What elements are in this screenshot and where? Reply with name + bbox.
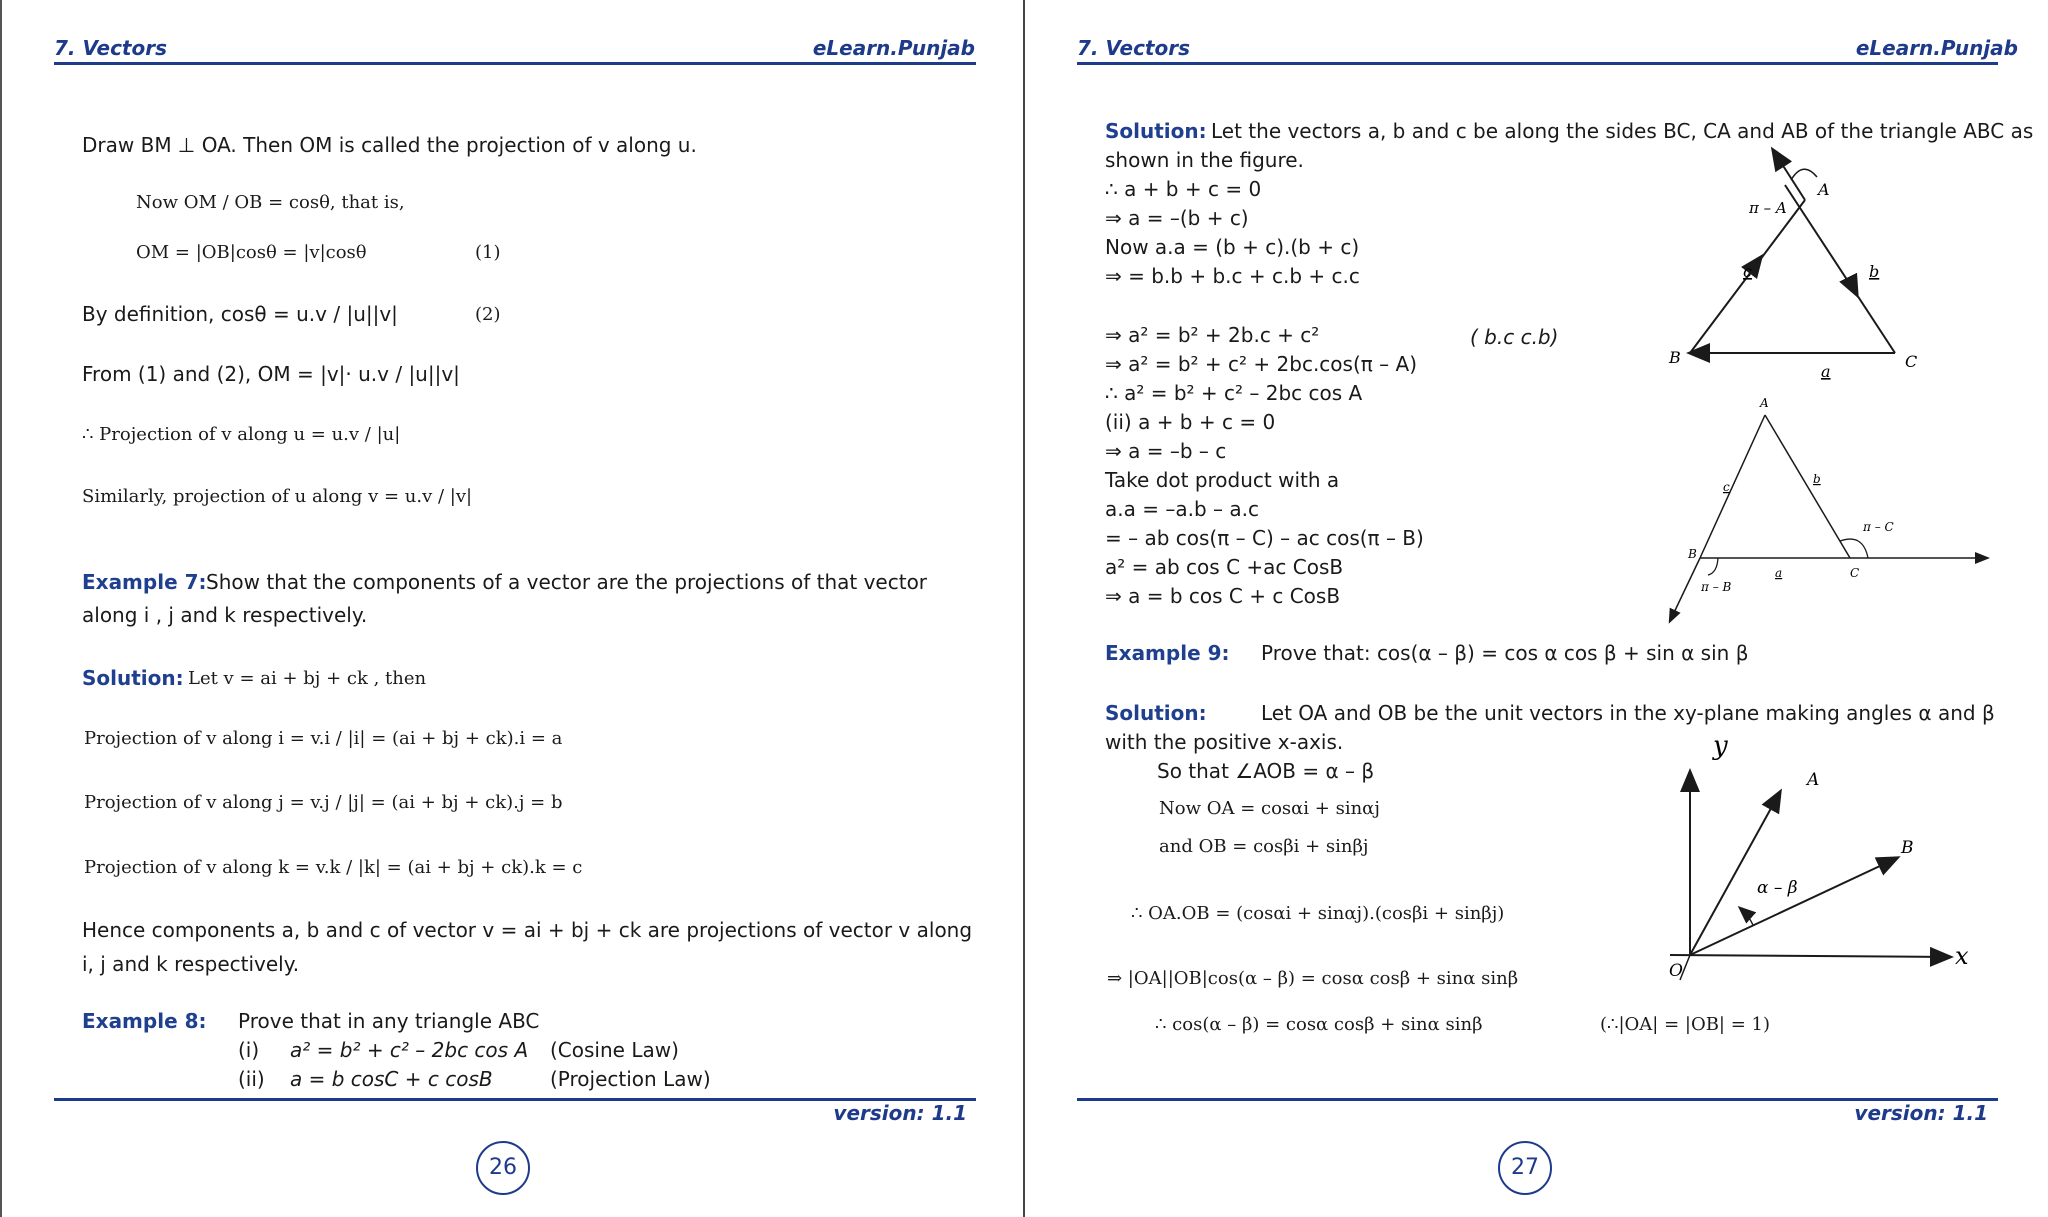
now-oa-line: Now OA = cosαi + sinαj [1159, 798, 1380, 819]
projection-v-along-u: ∴ Projection of v along u = u.v / |u| [82, 424, 401, 445]
derivation-line-8: (ii) a + b + c = 0 [1105, 410, 1276, 434]
fig3-label-O: O [1669, 961, 1683, 981]
fig3-label-y: y [1713, 740, 1728, 761]
fig2-label-b: b [1813, 472, 1821, 486]
example-8-text: Prove that in any triangle ABC [238, 1009, 540, 1033]
projection-u-along-v: Similarly, projection of u along v = u.v / |v| [82, 486, 473, 507]
derivation-line-12: = – ab cos(π – C) – ac cos(π – B) [1105, 526, 1424, 550]
example-7-label: Example 7: [82, 570, 207, 594]
fig1-label-B: B [1669, 348, 1681, 367]
solution-8-text-1: Let the vectors a, b and c be along the sides BC, CA and AB of the triangle ABC as [1211, 119, 2034, 143]
derivation-line-11: a.a = –a.b – a.c [1105, 497, 1259, 521]
unit-vectors-figure [1645, 740, 1985, 985]
fig1-label-a: a [1821, 362, 1831, 381]
solution-7-label: Solution: [82, 666, 184, 690]
by-definition-line: By definition, cosθ = u.v / |u||v| [82, 302, 398, 326]
fig1-label-b: b [1869, 262, 1880, 281]
eq2-label: (2) [475, 304, 501, 325]
fig2-label-A: A [1760, 396, 1769, 410]
fig2-angle-arc-B [1708, 558, 1718, 575]
angle-arc [1740, 908, 1753, 925]
left-footer-version: version: 1.1 [833, 1101, 967, 1125]
fig2-label-c: c [1723, 480, 1730, 494]
derivation-line-13: a² = ab cos C +ac CosB [1105, 555, 1344, 579]
derivation-line-3: Now a.a = (b + c).(b + c) [1105, 235, 1360, 259]
om-line: OM = |OB|cosθ = |v|cosθ [136, 242, 367, 263]
fig1-label-c: c [1743, 262, 1752, 281]
example-8-i-eq: a² = b² + c² – 2bc cos A [290, 1038, 529, 1062]
example-8-ii-law: (Projection Law) [550, 1067, 711, 1091]
example-8-label: Example 8: [82, 1009, 207, 1033]
triangle-figure-1 [1625, 145, 2005, 395]
x-axis [1670, 955, 1950, 957]
fig2-label-angle-B: π – B [1701, 580, 1732, 594]
fig2-label-angle-C: π – C [1863, 520, 1894, 534]
right-page [1025, 0, 2048, 1217]
dot-product-line: ∴ OA.OB = (cosαi + sinαj).(cosβi + sinβj) [1131, 903, 1505, 924]
right-header-title: 7. Vectors [1077, 36, 1190, 60]
fig1-label-A: A [1818, 180, 1830, 199]
left-header-brand: eLearn.Punjab [812, 36, 975, 60]
unit-vector-note: (∴|OA| = |OB| = 1) [1600, 1014, 1770, 1035]
fig2-label-C: C [1850, 566, 1860, 580]
right-header-brand: eLearn.Punjab [1855, 36, 2018, 60]
fig2-extension-B [1670, 558, 1700, 621]
fig1-angle-arc [1791, 169, 1817, 180]
implies-line: ⇒ |OA||OB|cos(α – β) = cosα cosβ + sinα sinβ [1107, 968, 1519, 989]
derivation-line-1: ∴ a + b + c = 0 [1105, 177, 1262, 201]
vector-OB [1690, 858, 1897, 955]
projection-along-j: Projection of v along j = v.j / |j| = (ai + bj + ck).j = b [84, 792, 563, 813]
left-header-rule [54, 62, 976, 65]
projection-along-i: Projection of v along i = v.i / |i| = (ai + bj + ck).i = a [84, 728, 563, 749]
fig2-label-B: B [1688, 547, 1697, 561]
and-ob-line: and OB = cosβi + sinβj [1159, 836, 1369, 857]
now-line: Now OM / OB = cosθ, that is, [136, 192, 405, 213]
example-9-label: Example 9: [1105, 641, 1230, 665]
from-1-2-line: From (1) and (2), OM = |v|· u.v / |u||v| [82, 362, 460, 386]
derivation-line-4: ⇒ = b.b + b.c + c.b + c.c [1105, 264, 1360, 288]
so-that-line: So that ∠AOB = α – β [1157, 759, 1375, 783]
example-8-ii-eq: a = b cosC + c cosB [290, 1067, 493, 1091]
example-8-ii-num: (ii) [238, 1067, 265, 1091]
fig3-label-x: x [1955, 942, 1969, 970]
derivation-line-9: ⇒ a = –b – c [1105, 439, 1227, 463]
fig2-side-b [1765, 415, 1850, 558]
example-7-text-2: along i , j and k respectively. [82, 603, 368, 627]
left-header-title: 7. Vectors [54, 36, 167, 60]
example-7-text-1: Show that the components of a vector are the projections of that vector [206, 570, 928, 594]
solution-8-text-2: shown in the figure. [1105, 148, 1304, 172]
draw-line: Draw BM ⊥ OA. Then OM is called the projection of v along u. [82, 133, 697, 157]
solution-9-text-1: Let OA and OB be the unit vectors in the xy-plane making angles α and β [1261, 701, 1995, 725]
projection-along-k: Projection of v along k = v.k / |k| = (ai + bj + ck).k = c [84, 857, 583, 878]
solution-9-text-2: with the positive x-axis. [1105, 730, 1344, 754]
right-header-rule [1077, 62, 1998, 65]
right-footer-version: version: 1.1 [1854, 1101, 1988, 1125]
bc-note: ( b.c c.b) [1470, 325, 1559, 349]
right-page-number: 27 [1498, 1141, 1552, 1195]
final-cos-line: ∴ cos(α – β) = cosα cosβ + sinα sinβ [1155, 1014, 1483, 1035]
fig1-label-angle: π – A [1749, 199, 1787, 217]
fig1-label-C: C [1905, 352, 1918, 371]
derivation-line-2: ⇒ a = –(b + c) [1105, 206, 1249, 230]
hence-line-2: i, j and k respectively. [82, 952, 300, 976]
example-8-i-num: (i) [238, 1038, 260, 1062]
derivation-line-5: ⇒ a² = b² + 2b.c + c² [1105, 323, 1320, 347]
eq1-label: (1) [475, 242, 501, 263]
derivation-line-7: ∴ a² = b² + c² – 2bc cos A [1105, 381, 1363, 405]
fig2-label-a: a [1775, 566, 1783, 580]
derivation-line-6: ⇒ a² = b² + c² + 2bc.cos(π – A) [1105, 352, 1418, 376]
fig3-label-A: A [1807, 770, 1820, 790]
example-9-text: Prove that: cos(α – β) = cos α cos β + sin α sin β [1261, 641, 1749, 665]
triangle-figure-2 [1625, 393, 2005, 628]
derivation-line-14: ⇒ a = b cos C + c CosB [1105, 584, 1341, 608]
fig2-side-c [1700, 415, 1765, 558]
fig3-label-B: B [1901, 838, 1914, 858]
hence-line-1: Hence components a, b and c of vector v = ai + bj + ck are projections of vector v along [82, 918, 973, 942]
derivation-line-10: Take dot product with a [1105, 468, 1340, 492]
solution-7-text: Let v = ai + bj + ck , then [188, 668, 427, 689]
vector-OA [1690, 792, 1780, 955]
fig3-label-angle: α – β [1757, 878, 1798, 898]
left-page-number: 26 [476, 1141, 530, 1195]
solution-8-label: Solution: [1105, 119, 1207, 143]
solution-9-label: Solution: [1105, 701, 1207, 725]
example-8-i-law: (Cosine Law) [550, 1038, 679, 1062]
